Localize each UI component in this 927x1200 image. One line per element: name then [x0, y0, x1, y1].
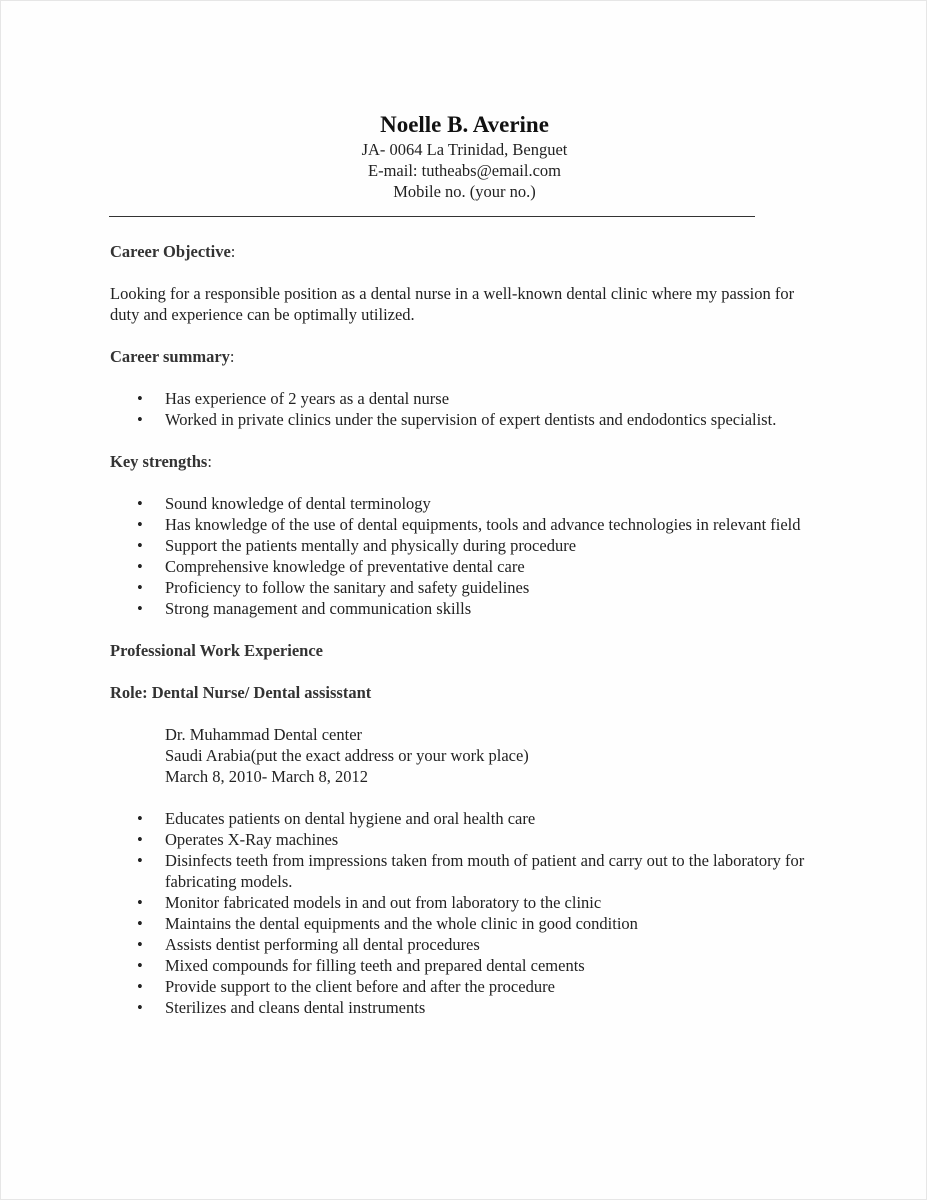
- list-item: [110, 388, 810, 409]
- list-item-text: Comprehensive knowledge of preventative dental care: [165, 557, 525, 576]
- bullet-icon: •: [137, 389, 143, 408]
- list-item: [110, 535, 810, 556]
- bullet-icon: •: [137, 410, 143, 429]
- bullet-icon: •: [137, 536, 143, 555]
- list-item: [110, 598, 810, 619]
- list-item-text: Maintains the dental equipments and the whole clinic in good condition: [165, 914, 638, 933]
- list-item: [110, 850, 810, 892]
- list-item: [110, 514, 810, 535]
- list-item: [110, 934, 810, 955]
- address: JA- 0064 La Trinidad, Benguet: [361, 140, 568, 159]
- bullet-icon: •: [137, 809, 143, 828]
- candidate-name: Noelle B. Averine: [380, 112, 549, 137]
- bullet-icon: •: [137, 494, 143, 513]
- employer-location: Saudi Arabia(put the exact address or your work place): [165, 746, 529, 765]
- list-item-text: Operates X-Ray machines: [165, 830, 339, 849]
- key-strengths-list: [110, 493, 810, 619]
- list-item: [110, 577, 810, 598]
- list-item: [110, 913, 810, 934]
- list-item-text: Proficiency to follow the sanitary and safety guidelines: [165, 578, 530, 597]
- list-item-text: Has knowledge of the use of dental equipments, tools and advance technologies in relevant field: [165, 515, 801, 534]
- bullet-icon: •: [137, 998, 143, 1017]
- list-item-text: Has experience of 2 years as a dental nurse: [165, 389, 450, 408]
- list-item: [110, 997, 810, 1018]
- list-item: [110, 556, 810, 577]
- bullet-icon: •: [137, 893, 143, 912]
- resume-header: [1, 111, 927, 202]
- bullet-icon: •: [137, 914, 143, 933]
- section-title-career-objective: Career Objective:: [110, 242, 236, 261]
- list-item-text: Support the patients mentally and physically during procedure: [165, 536, 577, 555]
- bullet-icon: •: [137, 557, 143, 576]
- role-title: Role: Dental Nurse/ Dental assisstant: [110, 683, 372, 702]
- list-item-text: Assists dentist performing all dental procedures: [165, 935, 480, 954]
- duties-list: [110, 808, 810, 1018]
- header-divider: [109, 216, 755, 217]
- bullet-icon: •: [137, 977, 143, 996]
- bullet-icon: •: [137, 851, 143, 870]
- bullet-icon: •: [137, 956, 143, 975]
- list-item: [110, 808, 810, 829]
- list-item: [110, 829, 810, 850]
- bullet-icon: •: [137, 515, 143, 534]
- list-item-text: Sound knowledge of dental terminology: [165, 494, 431, 513]
- list-item: [110, 955, 810, 976]
- list-item-text: Disinfects teeth from impressions taken from mouth of patient and carry out to the laboratory for fabricating models.: [165, 851, 805, 891]
- list-item: [110, 493, 810, 514]
- email: E-mail: tutheabs@email.com: [368, 161, 561, 180]
- list-item-text: Monitor fabricated models in and out from laboratory to the clinic: [165, 893, 602, 912]
- list-item-text: Mixed compounds for filling teeth and prepared dental cements: [165, 956, 585, 975]
- career-summary-list: [110, 388, 810, 430]
- list-item-text: Provide support to the client before and after the procedure: [165, 977, 555, 996]
- bullet-icon: •: [137, 578, 143, 597]
- list-item: [110, 892, 810, 913]
- employment-dates: March 8, 2010- March 8, 2012: [165, 767, 368, 786]
- mobile: Mobile no. (your no.): [393, 182, 536, 201]
- bullet-icon: •: [137, 935, 143, 954]
- bullet-icon: •: [137, 830, 143, 849]
- section-title-key-strengths: Key strengths:: [110, 452, 212, 471]
- list-item: [110, 976, 810, 997]
- career-objective-text: Looking for a responsible position as a dental nurse in a well-known dental clinic where my passion for duty and experience can be optimally utilized.: [110, 284, 795, 324]
- bullet-icon: •: [137, 599, 143, 618]
- list-item-text: Educates patients on dental hygiene and oral health care: [165, 809, 536, 828]
- section-title-career-summary: Career summary:: [110, 347, 235, 366]
- list-item-text: Sterilizes and cleans dental instruments: [165, 998, 426, 1017]
- list-item: [110, 409, 810, 430]
- section-title-work-experience: Professional Work Experience: [110, 641, 323, 660]
- list-item-text: Strong management and communication skills: [165, 599, 472, 618]
- list-item-text: Worked in private clinics under the supervision of expert dentists and endodontics specialist.: [165, 410, 777, 429]
- employer: Dr. Muhammad Dental center: [165, 725, 363, 744]
- resume-body: [110, 241, 810, 1018]
